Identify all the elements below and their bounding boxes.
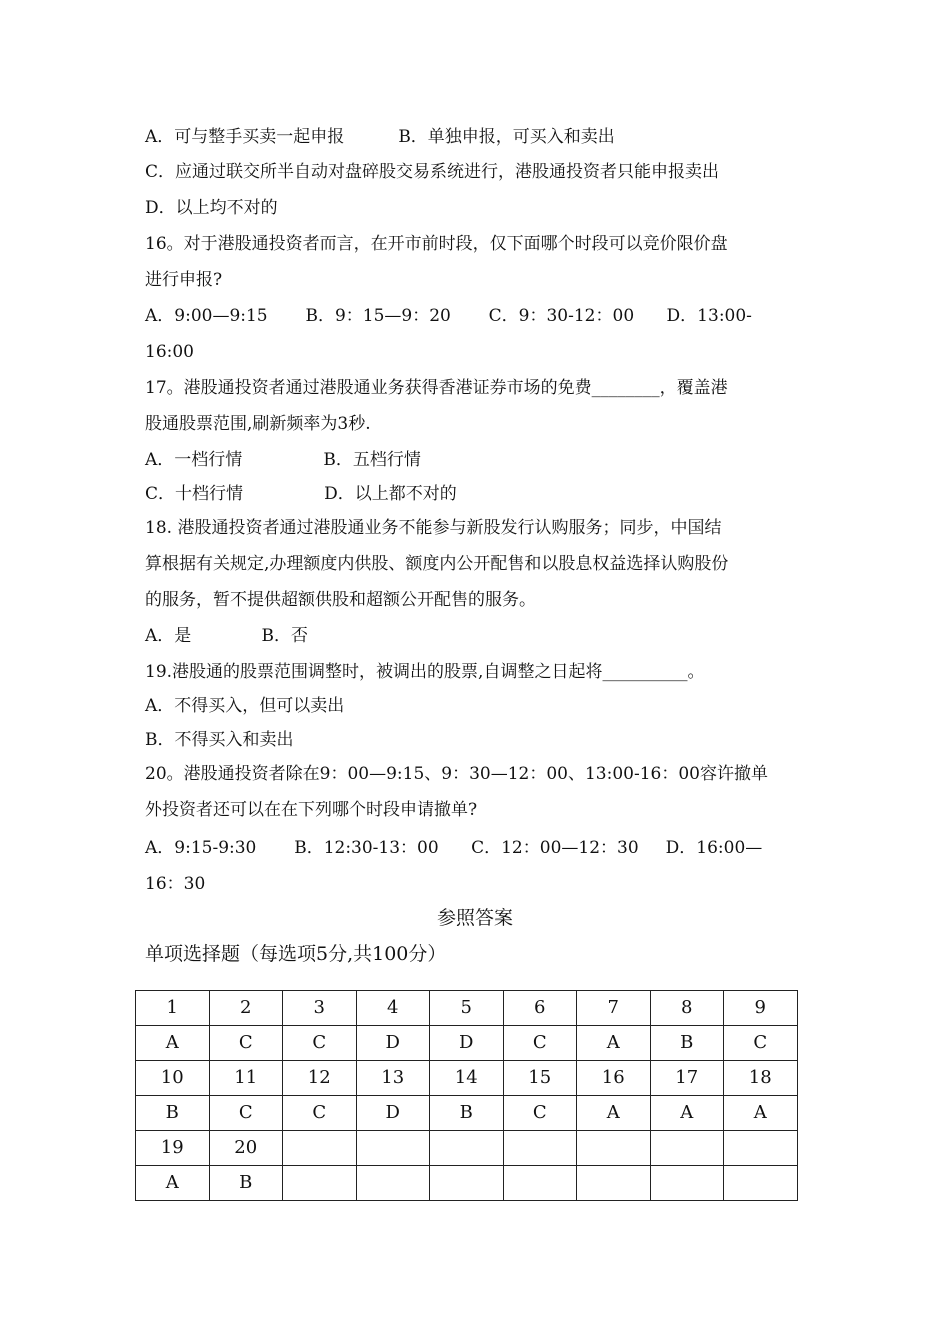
- table-cell: 12: [283, 1061, 357, 1096]
- table-cell: 6: [503, 991, 577, 1026]
- q20-stem-line2: 外投资者还可以在在下列哪个时段申请撤单?: [145, 800, 478, 820]
- q15-options-ab: A．可与整手买卖一起申报 B．单独申报，可买入和卖出: [145, 127, 615, 147]
- table-cell: [650, 1131, 724, 1166]
- table-cell: 14: [430, 1061, 504, 1096]
- q16-options: A．9:00—9:15 B．9：15—9：20 C．9：30-12：00 D．13:00-: [145, 306, 752, 326]
- table-row: [136, 1131, 798, 1166]
- table-cell: C: [724, 1026, 798, 1061]
- q20-options-cont: 16：30: [145, 874, 206, 894]
- table-cell: [577, 1131, 651, 1166]
- table-cell: 10: [136, 1061, 210, 1096]
- table-cell: A: [724, 1096, 798, 1131]
- table-cell: 4: [356, 991, 430, 1026]
- table-cell: 5: [430, 991, 504, 1026]
- table-cell: [503, 1131, 577, 1166]
- table-cell: 17: [650, 1061, 724, 1096]
- table-cell: 16: [577, 1061, 651, 1096]
- q18-stem-line2: 算根据有关规定,办理额度内供股、额度内公开配售和以股息权益选择认购股份: [145, 554, 729, 574]
- table-cell: A: [650, 1096, 724, 1131]
- q17-options-ab: A．一档行情 B．五档行情: [145, 450, 421, 470]
- table-cell: B: [209, 1166, 283, 1201]
- q16-stem-line1: 16。对于港股通投资者而言，在开市前时段，仅下面哪个时段可以竞价限价盘: [145, 234, 728, 254]
- q16-options-cont: 16:00: [145, 342, 194, 362]
- table-cell: B: [136, 1096, 210, 1131]
- table-cell: 13: [356, 1061, 430, 1096]
- table-cell: [356, 1131, 430, 1166]
- table-cell: 19: [136, 1131, 210, 1166]
- table-cell: 15: [503, 1061, 577, 1096]
- table-cell: [356, 1166, 430, 1201]
- table-cell: D: [430, 1026, 504, 1061]
- table-cell: [577, 1166, 651, 1201]
- table-row: [136, 1026, 798, 1061]
- table-cell: [724, 1131, 798, 1166]
- table-cell: C: [283, 1026, 357, 1061]
- answer-section-title: 参照答案: [436, 907, 513, 929]
- q19-option-a: A．不得买入，但可以卖出: [145, 696, 345, 716]
- table-cell: [503, 1166, 577, 1201]
- table-cell: 11: [209, 1061, 283, 1096]
- table-cell: [283, 1166, 357, 1201]
- table-cell: [650, 1166, 724, 1201]
- table-cell: [430, 1131, 504, 1166]
- table-cell: A: [136, 1026, 210, 1061]
- table-cell: [430, 1166, 504, 1201]
- table-cell: D: [356, 1026, 430, 1061]
- table-cell: C: [209, 1096, 283, 1131]
- table-cell: C: [503, 1026, 577, 1061]
- table-cell: D: [356, 1096, 430, 1131]
- table-cell: 7: [577, 991, 651, 1026]
- table-cell: [724, 1166, 798, 1201]
- table-cell: B: [650, 1026, 724, 1061]
- table-cell: A: [577, 1026, 651, 1061]
- q17-options-cd: C．十档行情 D．以上都不对的: [145, 484, 457, 504]
- q19-option-b: B．不得买入和卖出: [145, 730, 294, 750]
- table-row: [136, 1166, 798, 1201]
- table-cell: C: [503, 1096, 577, 1131]
- table-row: [136, 1061, 798, 1096]
- table-row: [136, 1096, 798, 1131]
- q18-stem-line3: 的服务，暂不提供超额供股和超额公开配售的服务。: [145, 590, 536, 610]
- answer-section-subtitle: 单项选择题（每选项5分,共100分）: [145, 943, 447, 965]
- table-cell: [283, 1131, 357, 1166]
- q15-option-d: D．以上均不对的: [145, 198, 278, 218]
- q17-stem-line2: 股通股票范围,刷新频率为3秒.: [145, 414, 371, 434]
- q18-options: A．是 B．否: [145, 626, 309, 646]
- table-cell: A: [577, 1096, 651, 1131]
- q17-stem-line1: 17。港股通投资者通过港股通业务获得香港证券市场的免费________，覆盖港: [145, 378, 728, 398]
- q18-stem-line1: 18. 港股通投资者通过港股通业务不能参与新股发行认购服务；同步，中国结: [145, 518, 722, 538]
- table-cell: 2: [209, 991, 283, 1026]
- table-row: [136, 991, 798, 1026]
- q16-stem-line2: 进行申报?: [145, 270, 223, 290]
- table-cell: 8: [650, 991, 724, 1026]
- q20-options: A．9:15-9:30 B．12:30-13：00 C．12：00—12：30 D．16:00—: [145, 838, 763, 858]
- table-cell: 20: [209, 1131, 283, 1166]
- table-cell: 1: [136, 991, 210, 1026]
- q15-option-c: C．应通过联交所半自动对盘碎股交易系统进行，港股通投资者只能申报卖出: [145, 162, 720, 182]
- q19-stem: 19.港股通的股票范围调整时，被调出的股票,自调整之日起将__________。: [145, 662, 705, 682]
- table-cell: B: [430, 1096, 504, 1131]
- table-cell: 9: [724, 991, 798, 1026]
- table-cell: A: [136, 1166, 210, 1201]
- answer-table: [135, 990, 798, 1201]
- table-cell: 3: [283, 991, 357, 1026]
- table-cell: C: [209, 1026, 283, 1061]
- table-cell: 18: [724, 1061, 798, 1096]
- q20-stem-line1: 20。港股通投资者除在9：00—9:15、9：30—12：00、13:00-16：00容许撤单: [145, 764, 768, 784]
- table-cell: C: [283, 1096, 357, 1131]
